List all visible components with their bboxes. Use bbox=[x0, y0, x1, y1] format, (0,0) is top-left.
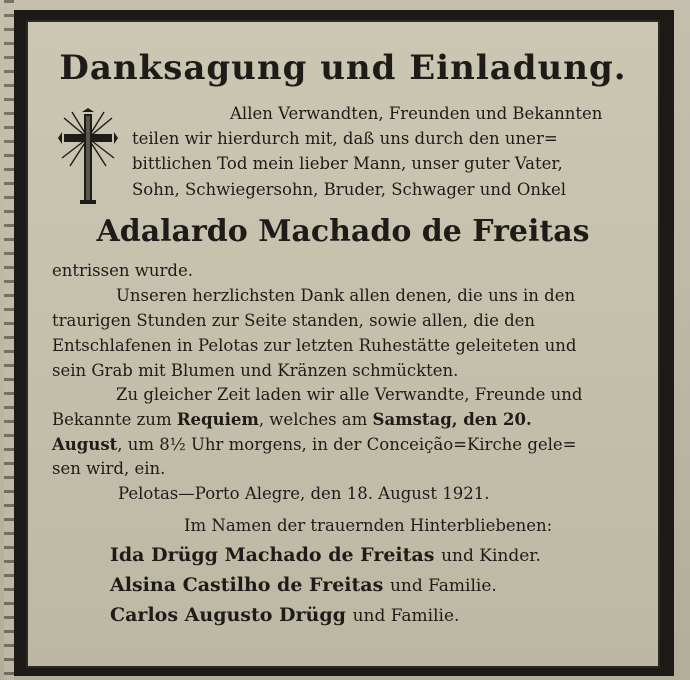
intro-line-4: Sohn, Schwiegersohn, Bruder, Schwager und Onkel bbox=[132, 180, 567, 199]
invitation-text: Bekannte zum bbox=[52, 410, 177, 429]
signatory-name: Alsina Castilho de Freitas bbox=[110, 574, 384, 596]
adjacent-column-rule bbox=[4, 0, 14, 680]
on-behalf-line: Im Namen der trauernden Hinterbliebenen: bbox=[184, 516, 553, 535]
month-emphasis: August bbox=[52, 435, 118, 454]
signatory-2 bbox=[110, 574, 497, 596]
notice-headline: Danksagung und Einladung. bbox=[59, 48, 627, 88]
signatory-name: Carlos Augusto Drügg bbox=[110, 604, 346, 626]
invitation-line-2 bbox=[52, 410, 532, 430]
date-emphasis: Samstag, den 20. bbox=[372, 410, 532, 429]
invitation-line-4: sen wird, ein. bbox=[52, 459, 166, 478]
signatory-suffix: und Kinder. bbox=[441, 546, 541, 566]
requiem-emphasis: Requiem bbox=[176, 410, 259, 429]
intro-line-1: Allen Verwandten, Freunden und Bekannten bbox=[230, 104, 603, 123]
invitation-line-1: Zu gleicher Zeit laden wir alle Verwandte, Freunde und bbox=[116, 385, 583, 404]
signatory-3 bbox=[110, 604, 459, 626]
intro-line-3: bittlichen Tod mein lieber Mann, unser guter Vater, bbox=[132, 154, 563, 173]
invitation-text: , welches am bbox=[258, 410, 373, 429]
thanks-line-1: Unseren herzlichsten Dank allen denen, die uns in den bbox=[116, 286, 576, 305]
place-date-line: Pelotas—Porto Alegre, den 18. August 1921. bbox=[118, 484, 490, 503]
thanks-line-3: Entschlafenen in Pelotas zur letzten Ruhestätte geleiteten und bbox=[52, 336, 577, 355]
signatory-suffix: und Familie. bbox=[389, 576, 497, 596]
signatory-suffix: und Familie. bbox=[352, 606, 460, 626]
invitation-line-3 bbox=[52, 435, 577, 455]
after-name-line: entrissen wurde. bbox=[52, 261, 193, 280]
signatory-1 bbox=[110, 544, 541, 566]
invitation-text: , um 8½ Uhr morgens, in der Conceição=Kirche gele= bbox=[117, 435, 577, 454]
signatory-name: Ida Drügg Machado de Freitas bbox=[110, 544, 435, 566]
cross-icon bbox=[58, 108, 118, 208]
deceased-name: Adalardo Machado de Freitas bbox=[96, 214, 590, 249]
thanks-line-4: sein Grab mit Blumen und Kränzen schmückten. bbox=[52, 361, 459, 380]
intro-line-2: teilen wir hierdurch mit, daß uns durch den uner= bbox=[132, 129, 558, 148]
thanks-line-2: traurigen Stunden zur Seite standen, sowie allen, die den bbox=[52, 311, 536, 330]
